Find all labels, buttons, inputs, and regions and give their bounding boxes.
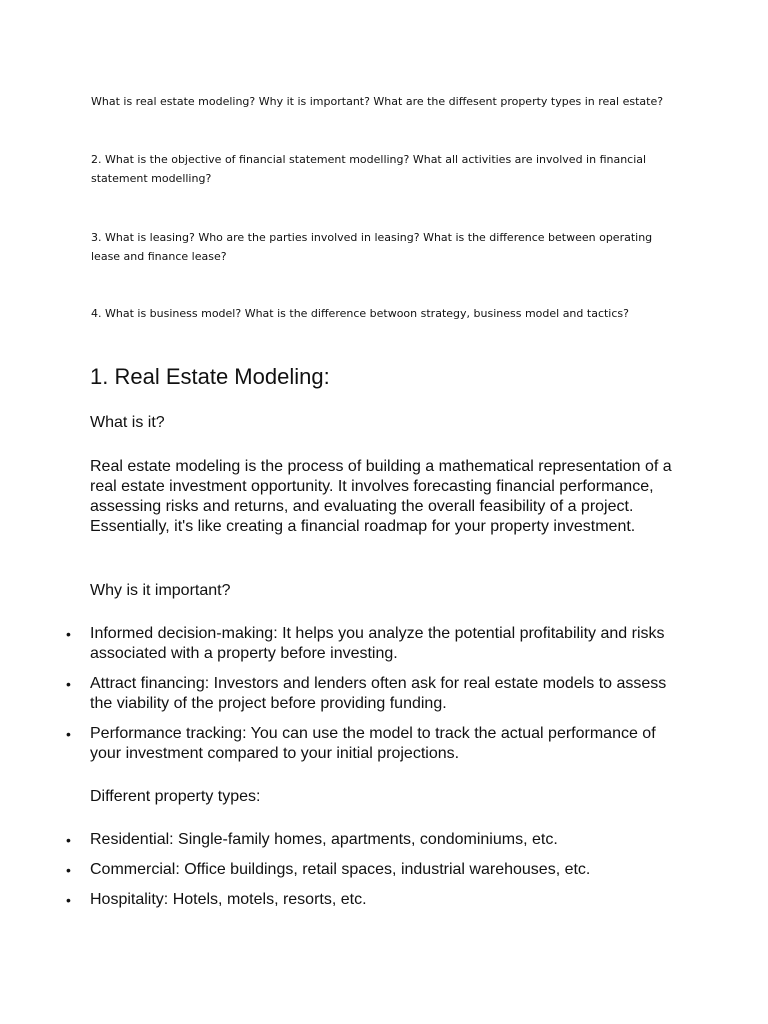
property-types-subheading: Different property types: bbox=[90, 788, 261, 805]
list-item-text: Performance tracking: You can use the model to track the actual performance of your investment compared to your initial projections. bbox=[90, 725, 656, 762]
bullet-icon: • bbox=[66, 626, 71, 642]
list-item-text: Commercial: Office buildings, retail spaces, industrial warehouses, etc. bbox=[90, 861, 591, 878]
question-1: What is real estate modeling? Why it is important? What are the diffesent property types in real estate? bbox=[91, 95, 664, 108]
question-3: 3. What is leasing? Who are the parties involved in leasing? What is the difference between operating lease and finance lease? bbox=[91, 231, 653, 263]
section-heading: 1. Real Estate Modeling: bbox=[90, 364, 330, 389]
importance-list bbox=[0, 624, 768, 774]
list-item-text: Informed decision-making: It helps you analyze the potential profitability and risks associated with a property before investing. bbox=[90, 625, 665, 662]
list-item bbox=[0, 830, 690, 850]
what-is-it-subheading: What is it? bbox=[90, 414, 165, 431]
bullet-icon: • bbox=[66, 726, 71, 742]
property-types-list bbox=[0, 830, 768, 920]
list-item bbox=[0, 624, 690, 664]
bullet-icon: • bbox=[66, 862, 71, 878]
list-item bbox=[0, 674, 690, 714]
list-item bbox=[0, 890, 690, 910]
why-important-subheading: Why is it important? bbox=[90, 582, 231, 599]
bullet-icon: • bbox=[66, 832, 71, 848]
list-item-text: Hospitality: Hotels, motels, resorts, etc. bbox=[90, 891, 367, 908]
definition-paragraph: Real estate modeling is the process of building a mathematical representation of a real estate investment opportunity. It involves forecasting financial performance, assessing risks and returns, and evaluating the overall feasibility of a project. Essentially, it's like creating a financial roadmap for your property investment. bbox=[90, 458, 672, 535]
list-item-text: Attract financing: Investors and lenders often ask for real estate models to assess the viability of the project before providing funding. bbox=[90, 675, 667, 712]
list-item bbox=[0, 860, 690, 880]
bullet-icon: • bbox=[66, 676, 71, 692]
list-item-text: Residential: Single-family homes, apartments, condominiums, etc. bbox=[90, 831, 558, 848]
question-2: 2. What is the objective of financial statement modelling? What all activities are involved in financial statement modelling? bbox=[91, 153, 647, 185]
bullet-icon: • bbox=[66, 892, 71, 908]
question-4: 4. What is business model? What is the difference betwoon strategy, business model and tactics? bbox=[91, 307, 629, 320]
list-item bbox=[0, 724, 690, 764]
